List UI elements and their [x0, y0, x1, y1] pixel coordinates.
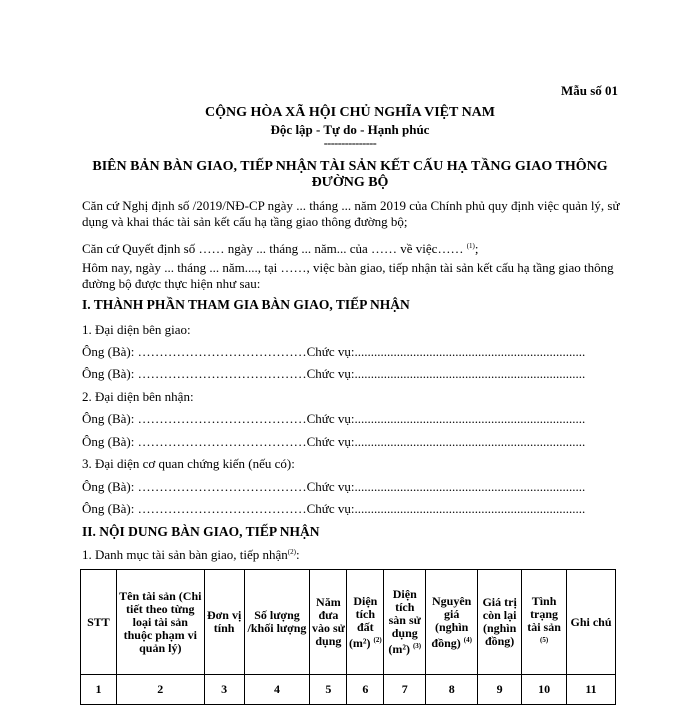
handover-intro: Hôm nay, ngày ... tháng ... năm...., tại ……, việc bàn giao, tiếp nhận tài sản kết cấu hạ tầng giao thông đường bộ được thực hiện như sau:	[82, 260, 614, 291]
column-number: 7	[384, 675, 426, 705]
witness-person-line: Ông (Bà): …………………………………Chức vụ:.......................................................................	[82, 479, 586, 494]
receiver-person-line: Ông (Bà): …………………………………Chức vụ:.......................................................................	[82, 411, 586, 426]
column-header: Diện tích đất (m²) $^{(2)}$	[347, 570, 384, 675]
column-header: Tên tài sản (Chi tiết theo từng loại tài sản thuộc phạm vi quản lý)	[116, 570, 204, 675]
column-number: 6	[347, 675, 384, 705]
column-header: Ghi chú	[567, 570, 616, 675]
column-number: 2	[116, 675, 204, 705]
column-number: 11	[567, 675, 616, 705]
nation-header: CỘNG HÒA XÃ HỘI CHỦ NGHĨA VIỆT NAM	[204, 105, 495, 120]
column-header: Đơn vị tính	[204, 570, 244, 675]
column-header: Nguyên giá (nghìn đồng) $^{(4)}$	[426, 570, 478, 675]
column-header: Giá trị còn lại (nghìn đồng)	[478, 570, 522, 675]
asset-list-label-end: :	[295, 547, 300, 562]
column-number: 3	[204, 675, 244, 705]
column-number: 1	[81, 675, 117, 705]
column-header: Tình trạng tài sản $^{(5)}$	[522, 570, 567, 675]
column-header: STT	[81, 570, 117, 675]
asset-table	[80, 569, 616, 705]
legal-basis-decree: Căn cứ Nghị định số /2019/NĐ-CP ngày ... tháng ... năm 2019 của Chính phủ quy định việc quản lý, sử dụng và khai thác tài sản kết cấu hạ tầng giao thông đường bộ;	[82, 198, 620, 229]
table-header-row	[81, 570, 616, 675]
column-header: Số lượng /khối lượng	[244, 570, 310, 675]
legal-basis-decision-text: Căn cứ Quyết định số …… ngày ... tháng ... năm... của …… về việc……	[82, 241, 464, 256]
receiver-person-line: Ông (Bà): …………………………………Chức vụ:.......................................................................	[82, 434, 586, 449]
column-number: 4	[244, 675, 310, 705]
header-separator: ---------------	[323, 136, 377, 150]
legal-basis-decision	[82, 238, 622, 257]
footnote-1: (1)	[466, 242, 475, 250]
form-number: Mẫu số 01	[560, 83, 618, 98]
footnote-2: (2)	[287, 548, 296, 556]
asset-list-label	[82, 547, 300, 563]
handover-person-line: Ông (Bà): …………………………………Chức vụ:.......................................................................	[82, 366, 586, 381]
handover-person-line: Ông (Bà): …………………………………Chức vụ:.......................................................................	[82, 344, 586, 359]
receiver-party-label: 2. Đại diện bên nhận:	[82, 389, 194, 404]
column-number: 8	[426, 675, 478, 705]
column-number: 9	[478, 675, 522, 705]
legal-basis-decision-end: ;	[474, 241, 479, 256]
column-header: Diện tích sàn sử dụng (m²) $^{(3)}$	[384, 570, 426, 675]
handover-party-label: 1. Đại diện bên giao:	[82, 322, 191, 337]
asset-list-label-text: 1. Danh mục tài sản bàn giao, tiếp nhận	[82, 547, 288, 562]
document-title: BIÊN BẢN BÀN GIAO, TIẾP NHẬN TÀI SẢN KẾT CẤU HẠ TẦNG GIAO THÔNG ĐƯỜNG BỘ	[92, 159, 608, 190]
motto: Độc lập - Tự do - Hạnh phúc	[270, 122, 430, 137]
section-2-heading: II. NỘI DUNG BÀN GIAO, TIẾP NHẬN	[82, 524, 320, 539]
column-number: 10	[522, 675, 567, 705]
column-number: 5	[310, 675, 347, 705]
witness-person-line: Ông (Bà): …………………………………Chức vụ:.......................................................................	[82, 501, 586, 516]
column-header: Năm đưa vào sử dụng	[310, 570, 347, 675]
column-number-row	[81, 675, 616, 705]
witness-party-label: 3. Đại diện cơ quan chứng kiến (nếu có):	[82, 456, 295, 471]
section-1-heading: I. THÀNH PHẦN THAM GIA BÀN GIAO, TIẾP NHẬN	[82, 297, 410, 312]
